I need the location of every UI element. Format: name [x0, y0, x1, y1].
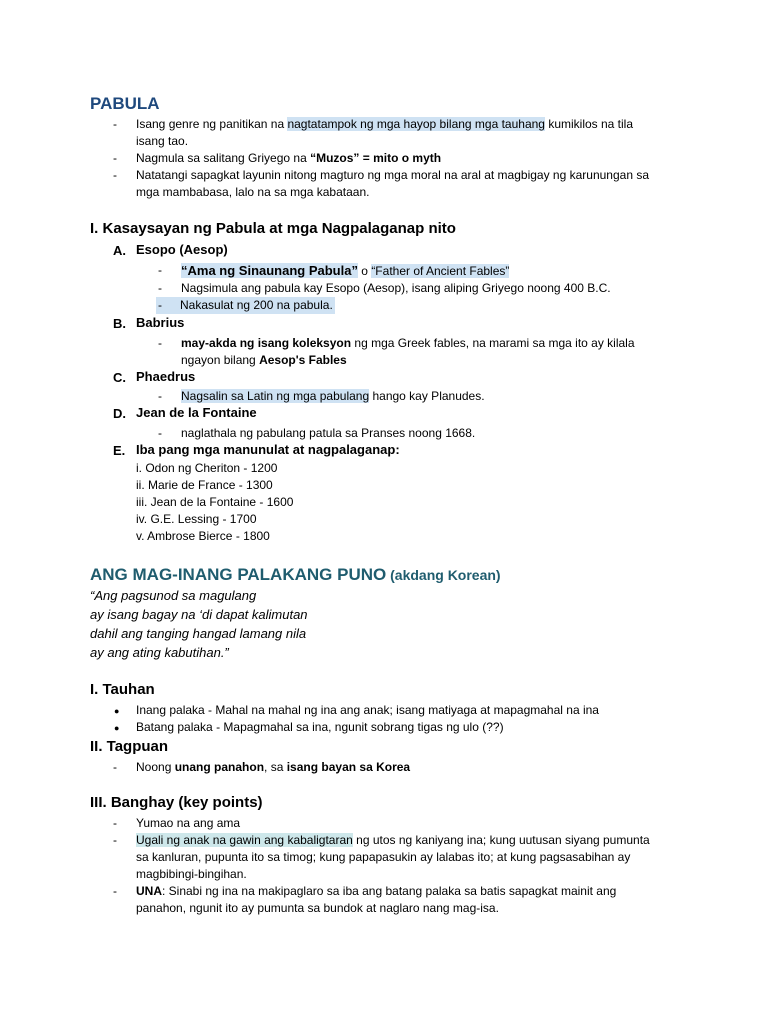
dash-marker: - — [158, 263, 162, 277]
dash-marker: - — [158, 389, 162, 403]
iba-list-item: iii. Jean de la Fontaine - 1600 — [136, 495, 294, 509]
heading-kasaysayan: I. Kasaysayan ng Pabula at mga Nagpalaganap nito — [90, 220, 456, 237]
pabula-item-1-line1: Isang genre ng panitikan na nagtatampok ng mga hayop bilang mga tauhang kumikilos na tila — [136, 117, 634, 131]
dash-marker: - — [158, 426, 162, 440]
section-title-kwento: ANG MAG-INANG PALAKANG PUNO (akdang Korean) — [90, 565, 501, 584]
dash-marker: - — [113, 884, 117, 898]
letter-c: C. — [113, 370, 126, 385]
heading-tauhan: I. Tauhan — [90, 681, 155, 698]
pabula-item-1-line2: isang tao. — [136, 134, 189, 148]
letter-e: E. — [113, 443, 126, 458]
babrius-line-2: ngayon bilang Aesop's Fables — [181, 353, 347, 367]
iba-list-item: iv. G.E. Lessing - 1700 — [136, 512, 257, 526]
dash-marker: - — [113, 151, 117, 165]
dash-marker: - — [113, 168, 117, 182]
quote-line: ay isang bagay na ‘di dapat kalimutan — [90, 607, 308, 622]
dash-marker: - — [113, 760, 117, 774]
quote-line: dahil ang tanging hangad lamang nila — [90, 626, 307, 641]
tagpuan-item: Noong unang panahon, sa isang bayan sa Korea — [136, 760, 411, 774]
heading-iba: Iba pang mga manunulat at nagpalaganap: — [136, 442, 400, 457]
pabula-item-3-line2: mga mambabasa, lalo na sa mga kabataan. — [136, 185, 370, 199]
esopo-item-1: “Ama ng Sinaunang Pabula” o “Father of Ancient Fables” — [181, 263, 510, 278]
bullet-marker: ● — [114, 723, 120, 733]
banghay-item-2-line3: magbibingi-bingihan. — [136, 867, 247, 881]
heading-banghay: III. Banghay (key points) — [90, 794, 263, 811]
dash-marker: - — [113, 833, 117, 847]
phaedrus-item: Nagsalin sa Latin ng mga pabulang hango kay Planudes. — [181, 389, 485, 403]
letter-a: A. — [113, 243, 126, 258]
banghay-item-2-line2: sa kanluran, pupunta ito sa timog; kung papapasukin ay lalabas ito; at kung pagsasabihan ay — [136, 850, 631, 864]
esopo-item-3: - Nakasulat ng 200 na pabula. — [158, 298, 333, 312]
banghay-item-3-line1: UNA: Sinabi ng ina na makipaglaro sa iba ang batang palaka sa batis sapagkat mainit ang — [136, 884, 617, 898]
letter-d: D. — [113, 406, 126, 421]
bullet-marker: ● — [114, 706, 120, 716]
tauhan-item: Batang palaka - Mapagmahal sa ina, ngunit sobrang tigas ng ulo (??) — [136, 720, 504, 734]
banghay-item-3-line2: panahon, ngunit ito ay pumunta sa bundok at naglaro nang mag-isa. — [136, 901, 499, 915]
heading-tagpuan: II. Tagpuan — [90, 738, 169, 755]
heading-phaedrus: Phaedrus — [136, 369, 196, 384]
banghay-item-1: Yumao na ang ama — [136, 816, 241, 830]
section-title-pabula: PABULA — [90, 94, 160, 113]
dash-marker: - — [158, 281, 162, 295]
quote-line: ay ang ating kabutihan.” — [90, 645, 229, 660]
quote-line: “Ang pagsunod sa magulang — [90, 588, 257, 603]
pabula-item-3-line1: Natatangi sapagkat layunin nitong magturo ng mga moral na aral at magbigay ng karunungan sa — [136, 168, 649, 182]
tauhan-item: Inang palaka - Mahal na mahal ng ina ang anak; isang matiyaga at mapagmahal na ina — [136, 703, 599, 717]
heading-jean: Jean de la Fontaine — [136, 405, 257, 420]
heading-esopo: Esopo (Aesop) — [136, 242, 228, 257]
letter-b: B. — [113, 316, 126, 331]
heading-babrius: Babrius — [136, 315, 185, 330]
pabula-item-2: Nagmula sa salitang Griyego na “Muzos” = mito o myth — [136, 151, 442, 165]
iba-list-item: ii. Marie de France - 1300 — [136, 478, 273, 492]
jean-item: naglathala ng pabulang patula sa Pranses noong 1668. — [181, 426, 476, 440]
dash-marker: - — [113, 816, 117, 830]
highlight: nagtatampok ng mga hayop bilang mga tauhang — [287, 117, 545, 131]
esopo-item-2: Nagsimula ang pabula kay Esopo (Aesop), isang aliping Griyego noong 400 B.C. — [181, 281, 611, 295]
banghay-item-2-line1: Ugali ng anak na gawin ang kabaligtaran ng utos ng kaniyang ina; kung uutusan siyang pumunta — [136, 833, 650, 847]
dash-marker: - — [113, 117, 117, 131]
babrius-line-1: may-akda ng isang koleksyon ng mga Greek fables, na marami sa mga ito ay kilala — [181, 336, 635, 350]
iba-list-item: i. Odon ng Cheriton - 1200 — [136, 461, 278, 475]
iba-list-item: v. Ambrose Bierce - 1800 — [136, 529, 270, 543]
dash-marker: - — [158, 336, 162, 350]
